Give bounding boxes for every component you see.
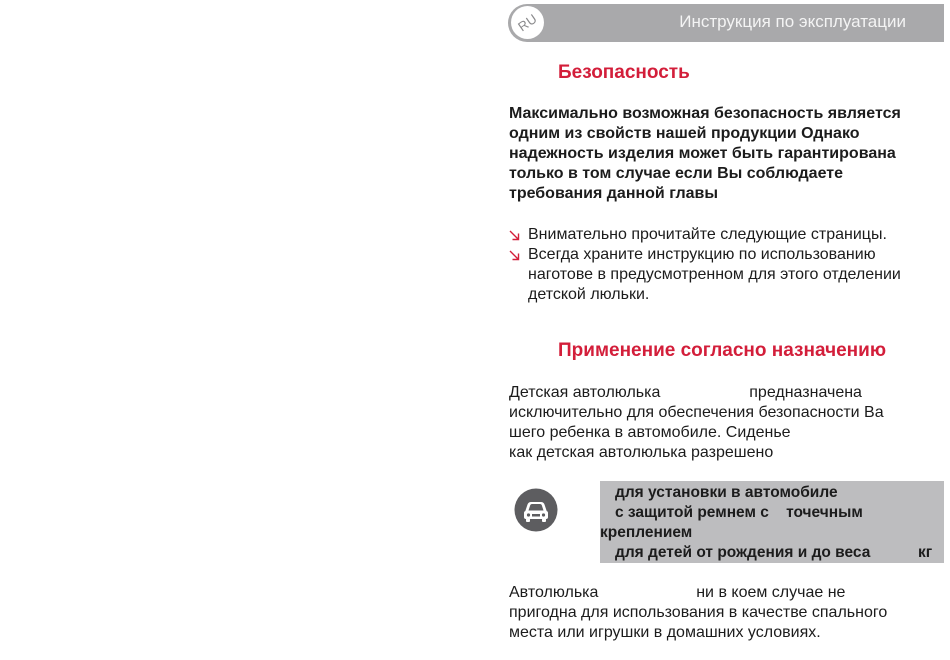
approval-weight-unit: кг bbox=[918, 544, 933, 561]
arrow-bullet-icon bbox=[509, 230, 520, 241]
purpose-line: шего ребенка в автомобиле. Сиденье bbox=[509, 424, 791, 441]
warning-line: пригодна для использования в качестве спального bbox=[509, 604, 888, 621]
purpose-line: исключительно для обеспечения безопасности Ва bbox=[509, 404, 884, 421]
approval-line: с защитой ремнем с точечным bbox=[615, 504, 863, 521]
language-badge bbox=[511, 6, 544, 39]
safety-heading: Безопасность bbox=[558, 62, 690, 83]
header-title: Инструкция по эксплуатации bbox=[679, 12, 906, 31]
safety-intro bbox=[509, 104, 945, 204]
purpose-heading: Применение согласно назначению bbox=[558, 340, 887, 361]
language-label: RU bbox=[515, 10, 540, 35]
purpose-line: как детская автолюлька разрешено bbox=[509, 444, 774, 461]
car-icon bbox=[514, 488, 558, 532]
warning-text bbox=[509, 583, 945, 643]
warning-line: Автолюлька ни в коем случае не bbox=[509, 584, 846, 601]
safety-list bbox=[509, 225, 945, 305]
approval-text bbox=[600, 483, 948, 563]
approval-line: креплением bbox=[600, 524, 693, 541]
list-item-text: детской люльки. bbox=[528, 286, 650, 303]
list-item-text: Всегда храните инструкцию по использованию bbox=[528, 246, 876, 263]
purpose-line: Детская автолюлька предназначена bbox=[509, 384, 862, 401]
safety-intro-line: надежность изделия может быть гарантирована bbox=[509, 145, 896, 162]
warning-line: места или игрушки в домашних условиях. bbox=[509, 624, 821, 641]
safety-intro-line: только в том случае если Вы соблюдаете bbox=[509, 165, 843, 182]
purpose-text bbox=[509, 383, 945, 463]
arrow-bullet-icon bbox=[509, 250, 520, 261]
list-item-text: наготове в предусмотренном для этого отделении bbox=[528, 266, 901, 283]
safety-intro-line: требования данной главы bbox=[509, 185, 719, 202]
safety-intro-line: Максимально возможная безопасность является bbox=[509, 105, 901, 122]
approval-line: для установки в автомобиле bbox=[615, 484, 838, 501]
approval-weight-text: для детей от рождения и до веса bbox=[615, 544, 871, 561]
list-item-text: Внимательно прочитайте следующие страницы. bbox=[528, 226, 887, 243]
list-item bbox=[509, 245, 945, 305]
safety-intro-line: одним из свойств нашей продукции Однако bbox=[509, 125, 860, 142]
list-item bbox=[509, 225, 945, 245]
approval-line bbox=[604, 543, 948, 563]
